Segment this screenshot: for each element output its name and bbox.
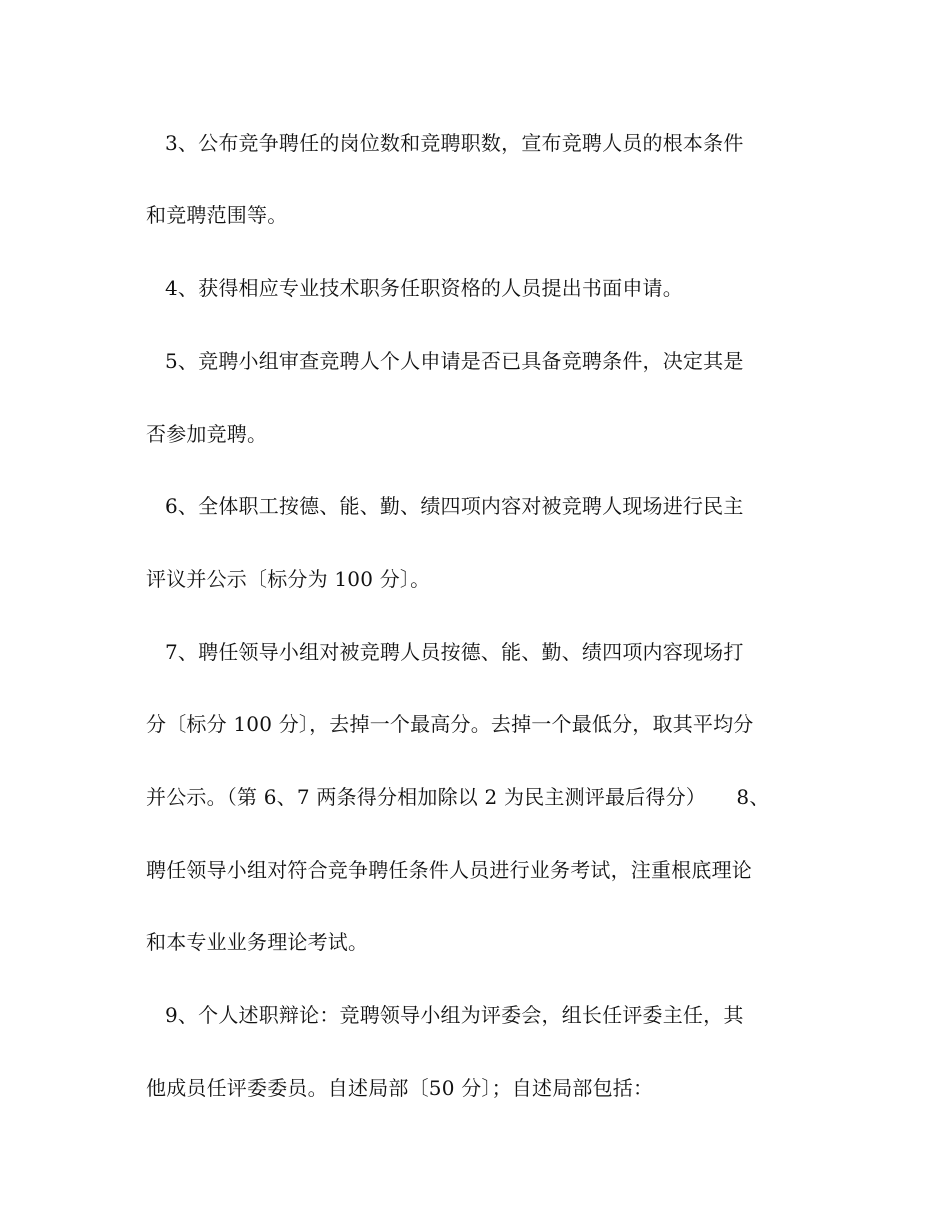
paragraph-5-line-2: 否参加竞聘。 [146, 422, 268, 446]
paragraph-8-line-2: 和本专业业务理论考试。 [146, 930, 369, 954]
paragraph-8-line-1: 聘任领导小组对符合竞争聘任条件人员进行业务考试，注重根底理论 [146, 858, 752, 882]
paragraph-9-line-2: 他成员任评委委员。自述局部〔50 分〕；自述局部包括： [146, 1076, 654, 1100]
paragraph-9-line-1: 9、个人述职辩论：竞聘领导小组为评委会，组长任评委主任，其 [165, 1003, 744, 1027]
paragraph-6-line-2: 评议并公示〔标分为 100 分〕。 [146, 567, 431, 591]
paragraph-7-line-1: 7、聘任领导小组对被竞聘人员按德、能、勤、绩四项内容现场打 [165, 640, 744, 664]
paragraph-4-line-1: 4、获得相应专业技术职务任职资格的人员提出书面申请。 [165, 276, 683, 300]
paragraph-6-line-1: 6、全体职工按德、能、勤、绩四项内容对被竞聘人现场进行民主 [165, 494, 744, 518]
paragraph-3-line-1: 3、公布竞争聘任的岗位数和竞聘职数，宣布竞聘人员的根本条件 [165, 131, 744, 155]
paragraph-3-line-2: 和竞聘范围等。 [146, 203, 288, 227]
paragraph-5-line-1: 5、竞聘小组审查竞聘人个人申请是否已具备竞聘条件，决定其是 [165, 349, 744, 373]
paragraph-7-line-3: 并公示。（第 6、7 两条得分相加除以 2 为民主测评最后得分） 8、 [146, 785, 770, 809]
paragraph-7-line-2: 分〔标分 100 分〕，去掉一个最高分。去掉一个最低分，取其平均分 [146, 712, 754, 736]
